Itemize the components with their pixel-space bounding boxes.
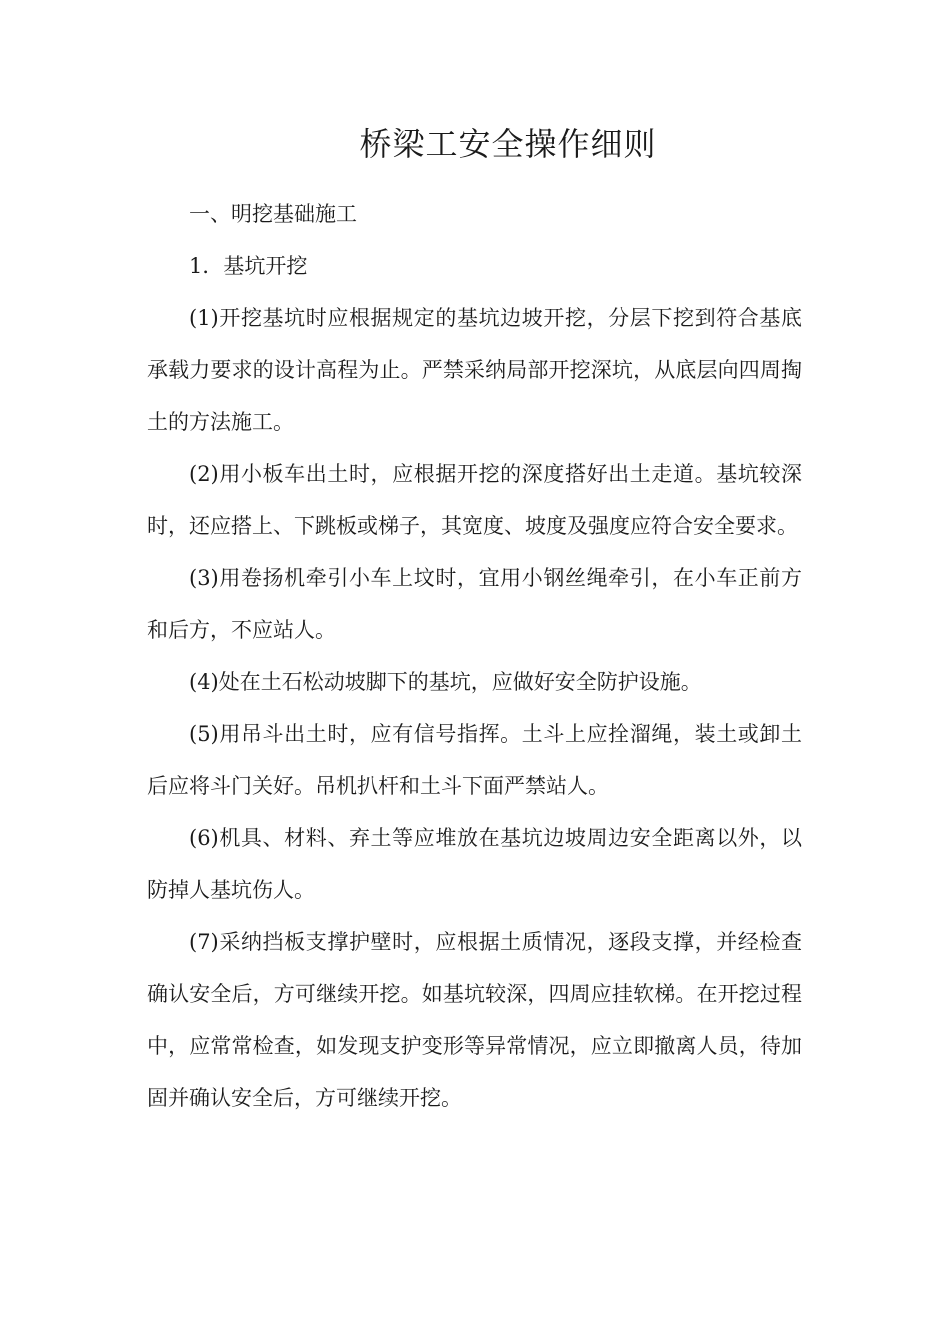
document-title: 桥梁工安全操作细则 [359,125,657,163]
paragraph-6: (6)机具、材料、弃土等应堆放在基坑边坡周边安全距离以外，以防掉人基坑伤人。 [147,826,802,902]
paragraph-4: (4)处在土石松动坡脚下的基坑，应做好安全防护设施。 [189,670,702,694]
paragraph-7: (7)采纳挡板支撑护壁时，应根据土质情况，逐段支撑，并经检查确认安全后，方可继续开挖。如基坑较深，四周应挂软梯。在开挖过程中，应常常检查，如发现支护变形等异常情况，应立即撤离人员，待加固并确认安全后，方可继续开挖。 [147,930,802,1110]
subsection-heading: 1．基坑开挖 [189,254,308,278]
paragraph-3: (3)用卷扬机牵引小车上坟时，宜用小钢丝绳牵引，在小车正前方和后方，不应站人。 [147,566,802,642]
paragraph-2: (2)用小板车出土时，应根据开挖的深度搭好出土走道。基坑较深时，还应搭上、下跳板或梯子，其宽度、坡度及强度应符合安全要求。 [147,462,802,538]
document-body [147,188,802,1124]
section-heading: 一、明挖基础施工 [189,202,357,226]
paragraph-1: (1)开挖基坑时应根据规定的基坑边坡开挖，分层下挖到符合基底承载力要求的设计高程为止。严禁采纳局部开挖深坑，从底层向四周掏土的方法施工。 [147,306,802,434]
paragraph-5: (5)用吊斗出土时，应有信号指挥。土斗上应拴溜绳，装土或卸土后应将斗门关好。吊机扒杆和土斗下面严禁站人。 [147,722,802,798]
